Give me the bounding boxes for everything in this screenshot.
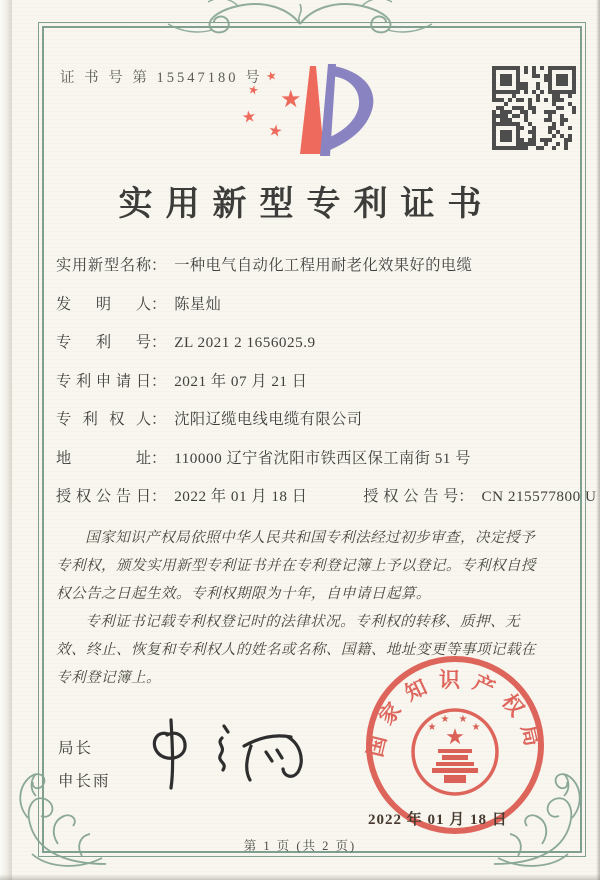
field-colon: ： [151, 488, 167, 505]
logo-mark-icon [236, 56, 374, 164]
field-colon: ： [151, 334, 167, 351]
body-paragraph-1: 国家知识产权局依照中华人民共和国专利法经过初步审查，决定授予专利权，颁发实用新型专利证书并在专利登记簿上予以登记。专利权自授权公告之日起生效。专利权期限为十年，自申请日起算。 [56, 530, 536, 603]
top-ornament-icon [150, 0, 450, 42]
paper-edge [0, 874, 600, 880]
certificate-number: 证 书 号 第 15547180 号 [60, 70, 263, 86]
page-title: 实用新型专利证书 [118, 186, 495, 223]
field-value: 沈阳辽缆电线电缆有限公司 [174, 411, 363, 428]
page-footer: 第 1 页 (共 2 页) [243, 839, 357, 853]
field-value: 2022 年 01 月 18 日 [174, 488, 308, 505]
field-list [56, 254, 597, 524]
field-colon: ： [151, 449, 167, 467]
field-value: 110000 辽宁省沈阳市铁西区保工南街 51 号 [174, 449, 471, 467]
field-row-inventor [56, 293, 556, 332]
field-label: 授权公告号 [363, 488, 459, 505]
svg-text:★: ★ [458, 714, 468, 725]
field-colon: ： [458, 488, 474, 505]
signature-icon [138, 708, 344, 800]
field-value: ZL 2021 2 1656025.9 [174, 334, 316, 351]
field-colon: ： [151, 411, 167, 428]
svg-text:★: ★ [440, 714, 450, 725]
logo-star-icon: ★ [240, 108, 258, 127]
field-colon: ： [151, 372, 167, 390]
field-label: 实用新型名称 [56, 257, 151, 274]
field-value: CN 215577800 U [481, 488, 597, 505]
svg-text:★: ★ [445, 724, 465, 749]
logo-star-icon: ★ [280, 87, 302, 113]
field-row-filing-date [56, 370, 556, 409]
paper-edge [596, 0, 600, 880]
director-name: 申长雨 [58, 773, 111, 790]
field-label: 专 利 号 [56, 334, 151, 351]
field-row-patentee [56, 408, 556, 447]
field-row-patent-no [56, 331, 556, 370]
field-label: 发 明 人 [56, 295, 151, 313]
director-title: 局长 [58, 740, 94, 757]
field-label: 授权公告日 [56, 488, 151, 505]
logo-star-icon: ★ [264, 67, 279, 85]
cnipa-logo-icon [236, 56, 374, 164]
field-value: 一种电气自动化工程用耐老化效果好的电缆 [174, 257, 473, 274]
svg-text:★: ★ [471, 722, 481, 733]
field-value: 2021 年 07 月 21 日 [174, 372, 308, 390]
svg-text:★: ★ [427, 722, 437, 733]
qr-code [492, 66, 576, 150]
field-value: 陈星灿 [174, 295, 222, 313]
field-pair-grant-no [363, 485, 596, 506]
logo-star-icon: ★ [266, 121, 284, 142]
field-colon: ： [151, 257, 167, 274]
seal-agency-text: 国家知识产权局 [362, 668, 548, 760]
body-paragraph-2: 专利证书记载专利权登记时的法律状况。专利权的转移、质押、无效、终止、恢复和专利权人的姓名或名称、国籍、地址变更等事项记载在专利登记簿上。 [56, 614, 536, 687]
field-row-name [56, 254, 556, 293]
signoff-block [58, 736, 111, 802]
field-row-address [56, 447, 556, 486]
field-label: 专利申请日 [56, 372, 151, 390]
field-row-grant [56, 485, 597, 524]
seal-emblem-icon [413, 710, 497, 794]
field-label: 地 址 [56, 449, 151, 467]
seal-date: 2022 年 01 月 18 日 [368, 812, 508, 828]
field-colon: ： [151, 295, 167, 313]
field-label: 专 利 权 人 [56, 411, 151, 428]
logo-star-icon: ★ [246, 82, 261, 98]
paper-edge [0, 0, 12, 880]
